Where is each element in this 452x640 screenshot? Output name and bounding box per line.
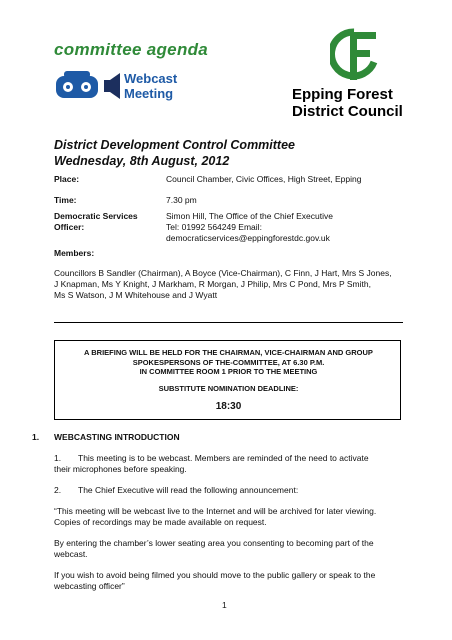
- announcement-quote: [54, 506, 376, 528]
- officer-label: [54, 211, 138, 233]
- meeting-date: Wednesday, 8th August, 2012: [54, 154, 230, 168]
- officer-email[interactable]: democraticservices@eppingforestdc.gov.uk: [166, 233, 330, 243]
- agenda-title: committee agenda: [54, 40, 209, 59]
- officer-phone: Tel: 01992 564249 Email:: [166, 222, 262, 232]
- page-number: 1: [222, 600, 227, 610]
- webcast-meeting-logo: [54, 66, 204, 102]
- quote-line-2: Copies of recordings may be made available on request.: [54, 517, 267, 527]
- members-line-3: Ms S Watson, J M Whitehouse and J Wyatt: [54, 290, 218, 300]
- webcast-word: Webcast: [124, 71, 178, 86]
- briefing-line-1: A BRIEFING WILL BE HELD FOR THE CHAIRMAN, VICE-CHAIRMAN AND GROUP: [84, 348, 373, 357]
- place-value: Council Chamber, Civic Offices, High Street, Epping: [166, 174, 362, 184]
- time-label: Time:: [54, 195, 77, 205]
- officer-label-line1: Democratic Services: [54, 211, 138, 221]
- officer-value: [166, 211, 333, 244]
- council-name-line1: Epping Forest: [292, 86, 393, 103]
- members-list: [54, 268, 392, 301]
- council-emblem-icon: [330, 28, 378, 84]
- entry-notice: [54, 538, 374, 560]
- members-line-1: Councillors B Sandler (Chairman), A Boyce (Vice-Chairman), C Finn, J Hart, Mrs S Jones,: [54, 268, 392, 278]
- quote-line-1: “This meeting will be webcast live to the Internet and will be archived for later viewing.: [54, 506, 377, 516]
- briefing-line-2: SPOKESPERSONS OF THE-COMMITTEE, AT 6.30 P.M.: [132, 357, 325, 367]
- divider-rule: [54, 322, 403, 323]
- committee-name: District Development Control Committee: [54, 138, 296, 152]
- place-label: Place:: [54, 174, 80, 184]
- paragraph-1-line-1: This meeting is to be webcast. Members are reminded of the need to activate: [78, 453, 369, 463]
- time-value: 7.30 pm: [166, 195, 197, 205]
- meeting-word: Meeting: [124, 86, 174, 101]
- paragraph-1-number: 1.: [54, 453, 62, 463]
- members-label: Members:: [54, 248, 95, 258]
- briefing-line-3: IN COMMITTEE ROOM 1 PRIOR TO THE MEETING: [139, 367, 318, 376]
- avoid-line-1: If you wish to avoid being filmed you should move to the public gallery or speak to the: [54, 570, 376, 580]
- paragraph-2-number: 2.: [54, 485, 62, 495]
- paragraph-2-text: The Chief Executive will read the following announcement:: [78, 485, 299, 495]
- avoid-line-2: webcasting officer”: [54, 581, 125, 591]
- deadline-time: 18:30: [215, 401, 242, 412]
- radio-icon: [56, 71, 98, 98]
- council-name: [292, 86, 403, 120]
- officer-label-line2: Officer:: [54, 222, 85, 232]
- section-number: 1.: [32, 432, 40, 442]
- officer-name: Simon Hill, The Office of the Chief Executive: [166, 211, 333, 221]
- filming-notice: [54, 570, 375, 592]
- speaker-icon: [104, 73, 120, 99]
- council-name-line2: District Council: [292, 103, 403, 120]
- deadline-label: SUBSTITUTE NOMINATION DEADLINE:: [158, 384, 299, 393]
- entry-line-1: By entering the chamber’s lower seating area you consenting to becoming part of the: [54, 538, 374, 548]
- entry-line-2: webcast.: [54, 549, 88, 559]
- paragraph-1-line-2: their microphones before speaking.: [54, 464, 187, 474]
- briefing-notice: [54, 348, 403, 377]
- members-line-2: J Knapman, Ms Y Knight, J Markham, R Morgan, J Philip, Mrs C Pond, Mrs P Smith,: [54, 279, 371, 289]
- section-heading: WEBCASTING INTRODUCTION: [54, 432, 180, 442]
- meeting-title: [54, 137, 295, 169]
